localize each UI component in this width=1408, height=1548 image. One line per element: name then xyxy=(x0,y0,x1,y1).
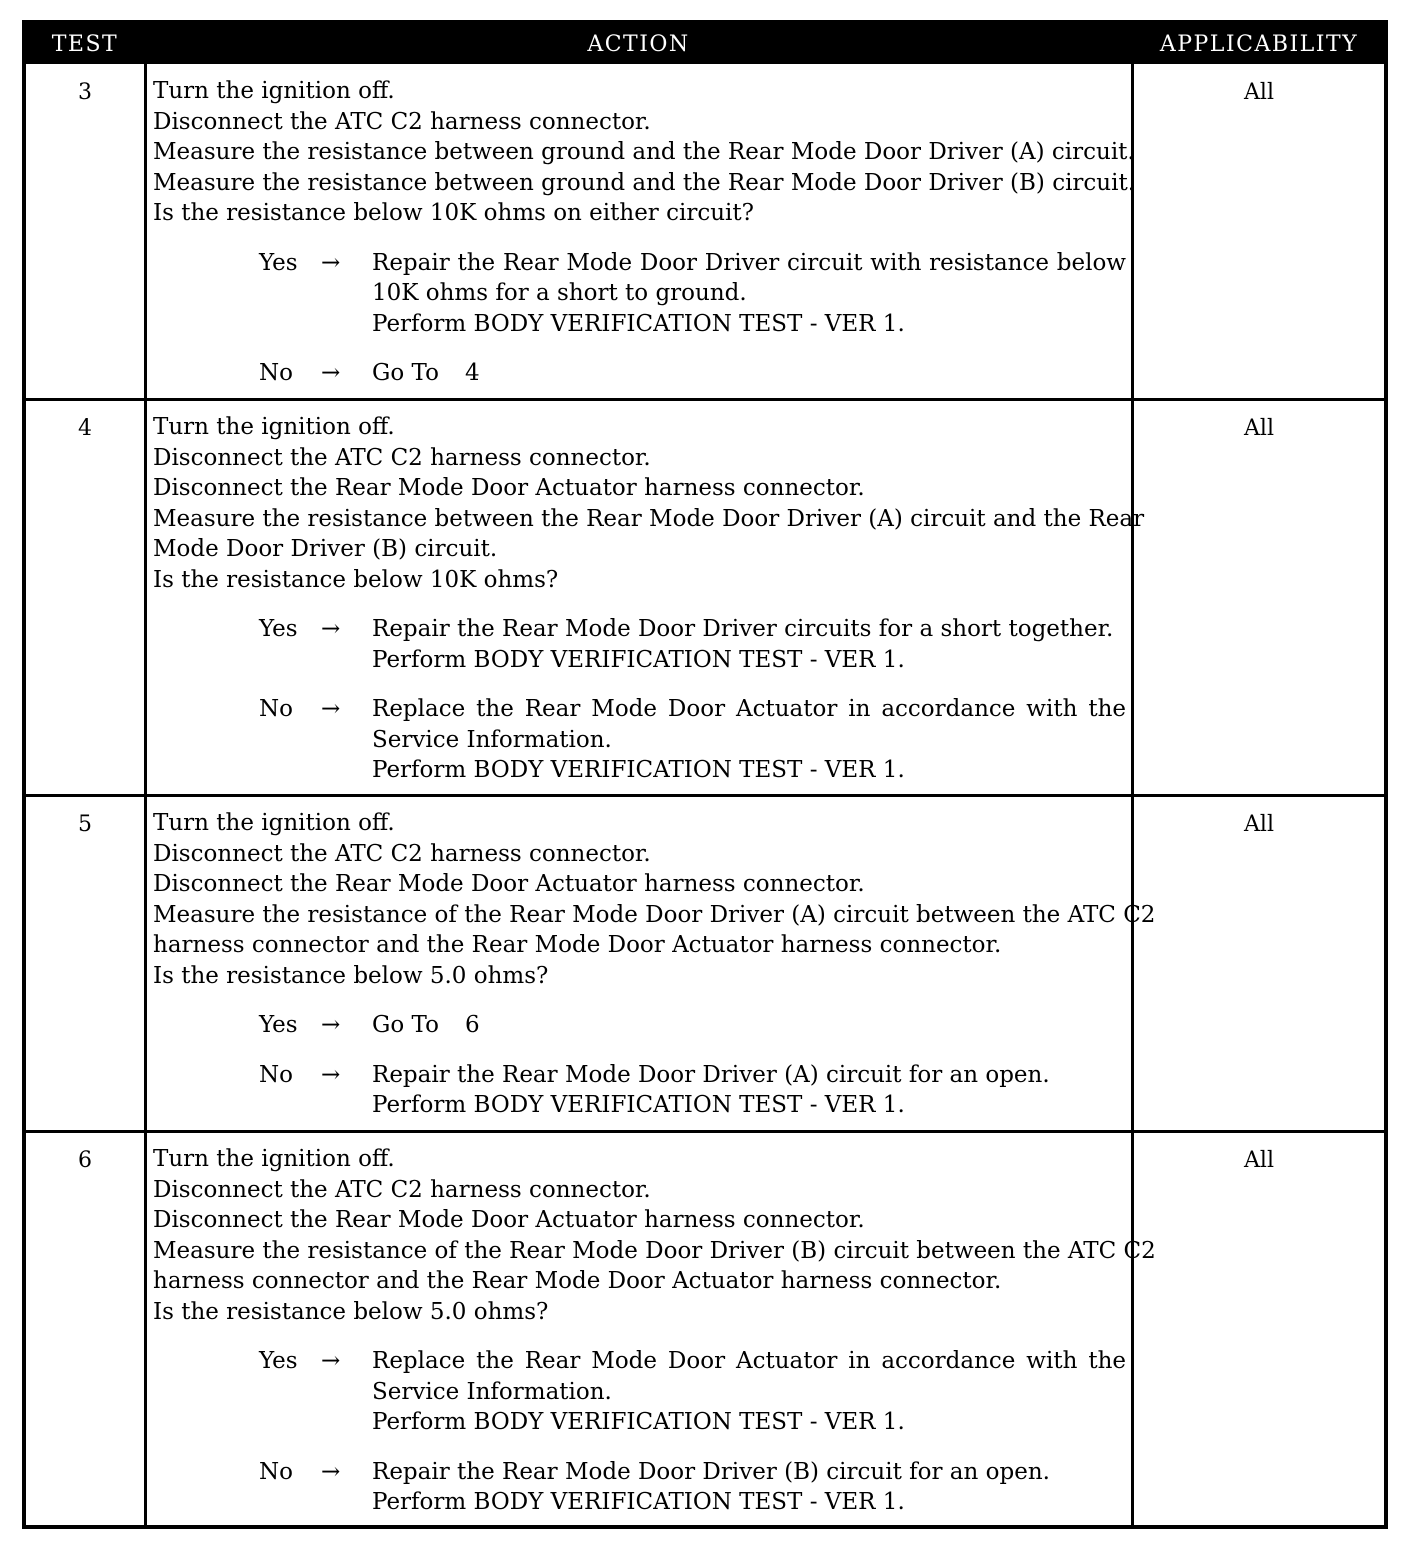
no-response xyxy=(153,1457,1126,1518)
header-applicability: APPLICABILITY xyxy=(1159,32,1359,57)
yes-response xyxy=(153,614,1126,675)
goto-link[interactable] xyxy=(372,358,480,389)
arrow-icon: → xyxy=(321,1458,341,1485)
action-line: Turn the ignition off. xyxy=(153,1146,395,1172)
response-line: Service Information. xyxy=(372,1378,612,1405)
yes-response xyxy=(153,1010,1126,1041)
action-cell xyxy=(153,76,1136,389)
arrow-icon: → xyxy=(321,249,341,276)
yes-label: Yes xyxy=(259,616,298,642)
no-label: No xyxy=(259,1458,293,1485)
action-line: Turn the ignition off. xyxy=(153,810,395,836)
action-line: Turn the ignition off. xyxy=(153,414,395,440)
goto-text: Go To xyxy=(372,360,439,386)
response-line: Repair the Rear Mode Door Driver circuits for a short together. xyxy=(372,616,1114,642)
applicability-cell: All xyxy=(1244,416,1274,441)
yes-response xyxy=(153,248,1126,340)
header-test: TEST xyxy=(51,32,119,57)
action-line: harness connector and the Rear Mode Door Actuator harness connector. xyxy=(153,932,1002,958)
no-response xyxy=(153,358,1126,389)
diagnostic-table xyxy=(22,20,1388,1529)
action-line: harness connector and the Rear Mode Door Actuator harness connector. xyxy=(153,1268,1002,1294)
response-line: Repair the Rear Mode Door Driver (B) circuit for an open. xyxy=(372,1458,1050,1485)
arrow-icon: → xyxy=(321,616,341,642)
no-label: No xyxy=(259,1061,293,1088)
yes-label: Yes xyxy=(259,1348,298,1374)
response-line: Perform BODY VERIFICATION TEST - VER 1. xyxy=(372,1409,905,1435)
yes-label: Yes xyxy=(259,249,298,276)
action-line: Mode Door Driver (B) circuit. xyxy=(153,536,498,562)
test-number: 6 xyxy=(78,1148,92,1173)
action-line: Is the resistance below 10K ohms on either circuit? xyxy=(153,200,754,226)
response-line: Repair the Rear Mode Door Driver (A) circuit for an open. xyxy=(372,1061,1050,1088)
action-line: Disconnect the Rear Mode Door Actuator harness connector. xyxy=(153,1207,865,1233)
goto-link[interactable] xyxy=(372,1010,480,1041)
yes-label: Yes xyxy=(259,1012,298,1038)
yes-response xyxy=(153,1346,1126,1438)
test-number: 4 xyxy=(78,416,92,441)
no-label: No xyxy=(259,360,293,386)
table-row xyxy=(26,1132,1384,1525)
action-line: Disconnect the ATC C2 harness connector. xyxy=(153,840,651,867)
arrow-icon: → xyxy=(321,696,341,722)
action-line: Disconnect the ATC C2 harness connector. xyxy=(153,444,651,471)
goto-text: Go To xyxy=(372,1012,439,1038)
response-line: Perform BODY VERIFICATION TEST - VER 1. xyxy=(372,646,905,673)
applicability-cell: All xyxy=(1244,1148,1274,1173)
response-line: 10K ohms for a short to ground. xyxy=(372,280,747,306)
action-line: Disconnect the ATC C2 harness connector. xyxy=(153,108,651,135)
action-line: Measure the resistance between ground and the Rear Mode Door Driver (B) circuit. xyxy=(153,169,1136,196)
action-line: Disconnect the ATC C2 harness connector. xyxy=(153,1176,651,1203)
response-line: Repair the Rear Mode Door Driver circuit with resistance below xyxy=(372,249,1126,276)
action-cell xyxy=(153,1144,1156,1518)
action-line: Is the resistance below 5.0 ohms? xyxy=(153,962,549,989)
arrow-icon: → xyxy=(321,1012,341,1038)
table-row xyxy=(26,796,1384,1130)
action-cell xyxy=(153,412,1145,786)
applicability-cell: All xyxy=(1244,80,1274,105)
action-line: Measure the resistance between the Rear Mode Door Driver (A) circuit and the Rear xyxy=(153,505,1145,532)
action-line: Disconnect the Rear Mode Door Actuator harness connector. xyxy=(153,871,865,897)
arrow-icon: → xyxy=(321,1348,341,1374)
action-line: Measure the resistance of the Rear Mode Door Driver (B) circuit between the ATC C2 xyxy=(153,1237,1156,1264)
response-line: Service Information. xyxy=(372,726,612,753)
table-header xyxy=(26,24,1384,64)
response-line: Perform BODY VERIFICATION TEST - VER 1. xyxy=(372,310,905,337)
test-number: 3 xyxy=(78,80,92,105)
response-line: Perform BODY VERIFICATION TEST - VER 1. xyxy=(372,1092,905,1118)
test-number: 5 xyxy=(78,812,92,837)
goto-number: 4 xyxy=(464,360,480,386)
action-line: Measure the resistance of the Rear Mode Door Driver (A) circuit between the ATC C2 xyxy=(153,901,1156,928)
response-line: Replace the Rear Mode Door Actuator in accordance with the xyxy=(372,1348,1126,1374)
table-row xyxy=(26,64,1384,398)
applicability-cell: All xyxy=(1244,812,1274,837)
arrow-icon: → xyxy=(321,360,341,386)
response-line: Replace the Rear Mode Door Actuator in accordance with the xyxy=(372,696,1126,722)
action-line: Disconnect the Rear Mode Door Actuator harness connector. xyxy=(153,475,865,501)
no-label: No xyxy=(259,696,293,722)
no-response xyxy=(153,694,1126,786)
no-response xyxy=(153,1060,1126,1121)
table-row xyxy=(26,400,1384,796)
action-cell xyxy=(153,808,1156,1121)
response-line: Perform BODY VERIFICATION TEST - VER 1. xyxy=(372,757,905,783)
goto-number: 6 xyxy=(464,1012,480,1038)
arrow-icon: → xyxy=(321,1061,341,1088)
action-line: Is the resistance below 10K ohms? xyxy=(153,566,559,593)
response-line: Perform BODY VERIFICATION TEST - VER 1. xyxy=(372,1489,905,1515)
action-line: Is the resistance below 5.0 ohms? xyxy=(153,1298,549,1325)
action-line: Measure the resistance between ground and the Rear Mode Door Driver (A) circuit. xyxy=(153,139,1135,165)
header-action: ACTION xyxy=(587,32,690,57)
action-line: Turn the ignition off. xyxy=(153,78,395,104)
